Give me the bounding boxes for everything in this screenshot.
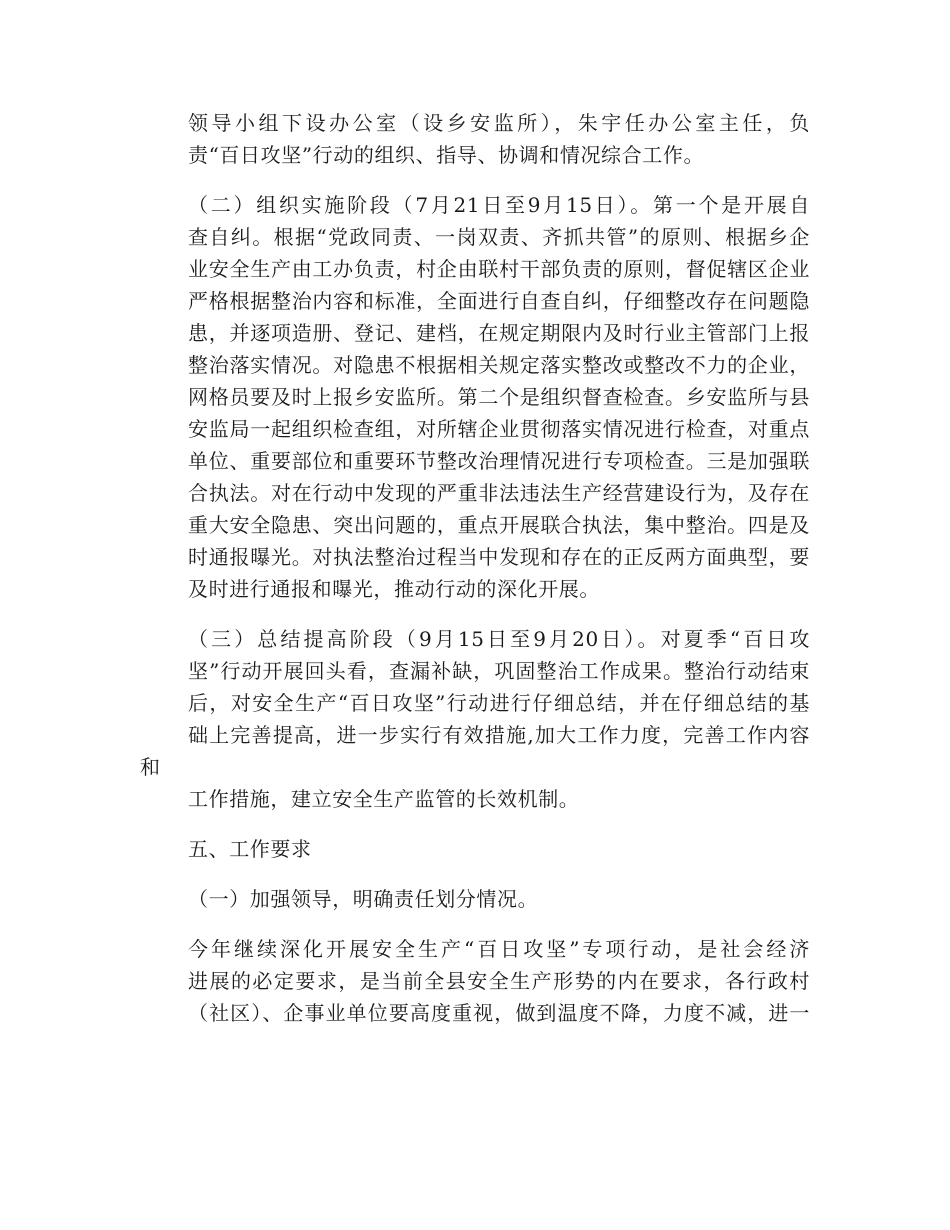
text-line: 合执法。对在行动中发现的严重非法违法生产经营建设行为，及存在 (188, 481, 810, 505)
subheading-strengthen-leadership (140, 883, 810, 915)
paragraph-summary-stage (140, 623, 810, 815)
text-line: 础上完善提高，进一步实行有效措施,加大工作力度，完善工作内容和 (140, 723, 810, 779)
text-line: 领导小组下设办公室（设乡安监所），朱宇任办公室主任，负 (188, 111, 810, 135)
text-line: 重大安全隐患、突出问题的，重点开展联合执法，集中整治。四是及 (188, 513, 810, 537)
text-line: 今年继续深化开展安全生产“百日攻坚”专项行动，是社会经济 (188, 937, 810, 961)
text-line: 时通报曝光。对执法整治过程当中发现和存在的正反两方面典型，要 (188, 545, 810, 569)
text-line: （三）总结提高阶段（9月15日至9月20日）。对夏季“百日攻 (188, 627, 810, 651)
text-line: 责“百日攻坚”行动的组织、指导、协调和情况综合工作。 (188, 143, 705, 167)
paragraph-continue-deepening (140, 933, 810, 1029)
document-page (140, 107, 810, 1029)
text-line: 业安全生产由工办负责，村企由联村干部负责的原则，督促辖区企业 (188, 257, 810, 281)
text-line: 整治落实情况。对隐患不根据相关规定落实整改或整改不力的企业， (188, 353, 810, 377)
text-line: （社区）、企事业单位要高度重视，做到温度不降，力度不减，进一 (188, 1001, 810, 1025)
text-line: 及时进行通报和曝光，推动行动的深化开展。 (188, 577, 600, 601)
text-line: 工作措施，建立安全生产监管的长效机制。 (188, 787, 580, 811)
paragraph-implementation-stage (140, 189, 810, 605)
text-line: 查自纠。根据“党政同责、一岗双责、齐抓共管”的原则、根据乡企 (188, 225, 810, 249)
text-line: 网格员要及时上报乡安监所。第二个是组织督查检查。乡安监所与县 (188, 385, 810, 409)
text-line: 单位、重要部位和重要环节整改治理情况进行专项检查。三是加强联 (188, 449, 810, 473)
text-line: 五、工作要求 (188, 837, 312, 861)
text-line: 后，对安全生产“百日攻坚”行动进行仔细总结，并在仔细总结的基 (188, 691, 810, 715)
text-line: 安监局一起组织检查组，对所辖企业贯彻落实情况进行检查，对重点 (188, 417, 810, 441)
paragraph-office-setup (140, 107, 810, 171)
text-line: 患，并逐项造册、登记、建档，在规定期限内及时行业主管部门上报 (188, 321, 810, 345)
section-heading-work-requirements (140, 833, 810, 865)
text-line: 严格根据整治内容和标准，全面进行自查自纠，仔细整改存在问题隐 (188, 289, 810, 313)
text-line: 进展的必定要求，是当前全县安全生产形势的内在要求，各行政村 (188, 969, 810, 993)
text-line: （一）加强领导，明确责任划分情况。 (188, 887, 539, 911)
text-line: （二）组织实施阶段（7月21日至9月15日）。第一个是开展自 (188, 193, 810, 217)
text-line: 坚”行动开展回头看，查漏补缺，巩固整治工作成果。整治行动结束 (188, 659, 810, 683)
